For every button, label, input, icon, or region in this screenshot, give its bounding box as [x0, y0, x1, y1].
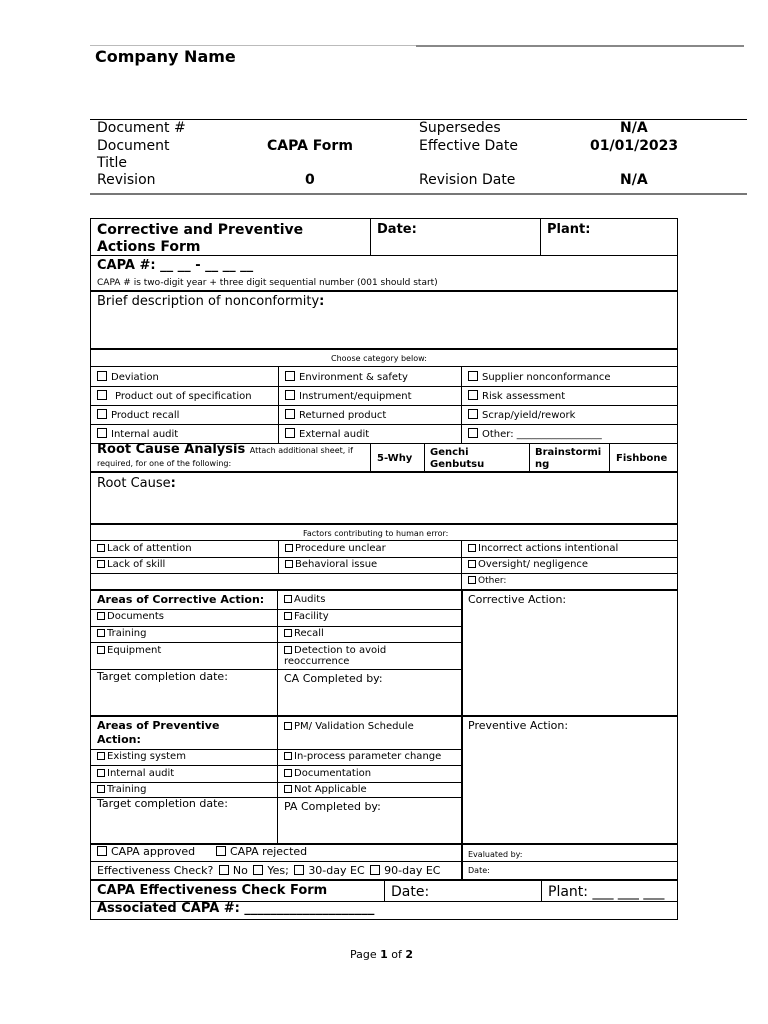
effectiveness-check: Effectiveness Check? No Yes; 30-day EC 90-day EC: [97, 864, 441, 877]
ec-form-title: CAPA Effectiveness Check Form: [97, 883, 328, 898]
factor-lack-of-skill[interactable]: Lack of skill: [97, 559, 165, 571]
category-other[interactable]: Other: _________________: [468, 428, 602, 441]
checkbox-icon[interactable]: [284, 629, 292, 637]
checkbox-icon[interactable]: [97, 612, 105, 620]
supersedes-label: Supersedes: [419, 120, 501, 136]
checkbox-icon[interactable]: [97, 752, 105, 760]
checkbox-icon[interactable]: [97, 646, 105, 654]
supersedes-value: N/A: [620, 120, 648, 136]
ca-facility[interactable]: Facility: [284, 611, 329, 623]
checkbox-icon[interactable]: [468, 428, 478, 438]
checkbox-icon[interactable]: [468, 409, 478, 419]
rca-note: required, for one of the following:: [97, 459, 232, 468]
ec-plant-label[interactable]: Plant: ___ ___ ___: [548, 884, 665, 900]
evaluated-by-label[interactable]: Evaluated by:: [468, 850, 523, 859]
checkbox-icon[interactable]: [284, 785, 292, 793]
ca-equipment[interactable]: Equipment: [97, 645, 161, 657]
rca-method-fishbone[interactable]: Fishbone: [616, 453, 668, 464]
checkbox-icon[interactable]: [285, 428, 295, 438]
checkbox-icon[interactable]: [285, 371, 295, 381]
factor-incorrect-actions[interactable]: Incorrect actions intentional: [468, 543, 618, 555]
checkbox-icon[interactable]: [219, 865, 229, 875]
doc-number-label: Document #: [97, 120, 186, 136]
checkbox-icon[interactable]: [285, 544, 293, 552]
checkbox-icon[interactable]: [468, 576, 476, 584]
category-risk-assessment[interactable]: Risk assessment: [468, 390, 565, 403]
checkbox-icon[interactable]: [468, 371, 478, 381]
revision-label: Revision: [97, 172, 156, 188]
checkbox-icon[interactable]: [284, 595, 292, 603]
factors-title: Factors contributing to human error:: [303, 529, 449, 538]
date-label: Date:: [377, 222, 417, 237]
pa-in-process-parameter[interactable]: In-process parameter change: [284, 751, 441, 763]
ca-recall[interactable]: Recall: [284, 628, 324, 640]
capa-form: [90, 218, 678, 920]
category-returned-product[interactable]: Returned product: [285, 409, 386, 422]
category-deviation[interactable]: Deviation: [97, 371, 159, 384]
revision-date-label: Revision Date: [419, 172, 516, 188]
pa-areas-title-2: Action:: [97, 733, 141, 746]
factor-lack-of-attention[interactable]: Lack of attention: [97, 543, 192, 555]
checkbox-icon[interactable]: [285, 390, 295, 400]
checkbox-icon[interactable]: [468, 390, 478, 400]
category-environment-safety[interactable]: Environment & safety: [285, 371, 408, 384]
pa-training[interactable]: Training: [97, 784, 146, 796]
ca-training[interactable]: Training: [97, 628, 146, 640]
checkbox-icon[interactable]: [284, 646, 292, 654]
checkbox-icon[interactable]: [284, 769, 292, 777]
checkbox-icon[interactable]: [97, 371, 107, 381]
category-supplier-nonconformance[interactable]: Supplier nonconformance: [468, 371, 611, 384]
checkbox-icon[interactable]: [97, 428, 107, 438]
rca-title: Root Cause Analysis Attach additional sheet, if: [97, 442, 353, 457]
checkbox-icon[interactable]: [468, 560, 476, 568]
checkbox-icon[interactable]: [294, 865, 304, 875]
form-title: Corrective and Preventive: [97, 222, 304, 238]
doc-title-label-2: Title: [97, 155, 128, 171]
pa-existing-system[interactable]: Existing system: [97, 751, 186, 763]
checkbox-icon[interactable]: [97, 409, 107, 419]
checkbox-icon[interactable]: [97, 390, 107, 400]
choose-category-label: Choose category below:: [331, 354, 427, 363]
capa-number[interactable]: CAPA #: __ __ - __ __ __: [97, 258, 254, 273]
factor-oversight-negligence[interactable]: Oversight/ negligence: [468, 559, 588, 571]
rca-method-genbutsu[interactable]: Genbutsu: [430, 459, 485, 470]
ca-documents[interactable]: Documents: [97, 611, 164, 623]
pa-internal-audit[interactable]: Internal audit: [97, 768, 174, 780]
factor-procedure-unclear[interactable]: Procedure unclear: [285, 543, 386, 555]
factor-other[interactable]: Other:: [468, 576, 506, 586]
pa-pm-validation[interactable]: PM/ Validation Schedule: [284, 721, 414, 733]
capa-number-note: CAPA # is two-digit year + three digit sequential number (001 should start): [97, 278, 438, 288]
doc-title-label: Document: [97, 138, 170, 154]
corrective-action-label[interactable]: Corrective Action:: [468, 593, 567, 606]
checkbox-icon[interactable]: [216, 846, 226, 856]
checkbox-icon[interactable]: [370, 865, 380, 875]
rca-method-5why[interactable]: 5-Why: [377, 453, 413, 464]
capa-approved[interactable]: CAPA approved: [97, 846, 195, 859]
pa-target-date[interactable]: Target completion date:: [97, 797, 228, 810]
company-name: Company Name: [95, 47, 236, 66]
category-scrap-yield-rework[interactable]: Scrap/yield/rework: [468, 409, 575, 422]
plant-label: Plant:: [547, 222, 591, 237]
ca-detection-2: reoccurrence: [284, 656, 350, 667]
checkbox-icon[interactable]: [468, 544, 476, 552]
category-internal-audit[interactable]: Internal audit: [97, 428, 178, 441]
effective-date-value: 01/01/2023: [590, 138, 679, 154]
ca-areas-title: Areas of Corrective Action:: [97, 593, 265, 606]
category-product-out-of-spec[interactable]: Product out of specification: [97, 390, 252, 403]
checkbox-icon[interactable]: [284, 752, 292, 760]
checkbox-icon[interactable]: [97, 560, 105, 568]
checkbox-icon[interactable]: [97, 785, 105, 793]
checkbox-icon[interactable]: [284, 612, 292, 620]
preventive-action-label[interactable]: Preventive Action:: [468, 719, 569, 732]
rca-method-genchi[interactable]: Genchi: [430, 447, 469, 458]
ca-audits[interactable]: Audits: [284, 594, 325, 606]
checkbox-icon[interactable]: [97, 544, 105, 552]
category-external-audit[interactable]: External audit: [285, 428, 369, 441]
ca-completed-by[interactable]: CA Completed by:: [284, 672, 383, 685]
effective-date-label: Effective Date: [419, 138, 518, 154]
checkbox-icon[interactable]: [97, 846, 107, 856]
rca-method-brainstorming[interactable]: Brainstormi: [535, 447, 602, 458]
brief-description-label[interactable]: Brief description of nonconformity:: [97, 294, 325, 309]
pa-areas-title: Areas of Preventive: [97, 719, 220, 732]
form-title-2: Actions Form: [97, 239, 201, 255]
checkbox-icon[interactable]: [284, 722, 292, 730]
checkbox-icon[interactable]: [97, 769, 105, 777]
pa-documentation[interactable]: Documentation: [284, 768, 371, 780]
doc-title-value: CAPA Form: [267, 138, 353, 154]
checkbox-icon[interactable]: [285, 409, 295, 419]
page-number: Page 1 of 2: [350, 948, 414, 961]
ca-target-date[interactable]: Target completion date:: [97, 670, 228, 683]
ca-detection[interactable]: Detection to avoid: [284, 645, 386, 657]
checkbox-icon[interactable]: [285, 560, 293, 568]
date-small-label[interactable]: Date:: [468, 866, 490, 875]
checkbox-icon[interactable]: [97, 629, 105, 637]
pa-completed-by[interactable]: PA Completed by:: [284, 800, 381, 813]
rca-method-brainstorming-2[interactable]: ng: [535, 459, 550, 470]
factor-behavioral-issue[interactable]: Behavioral issue: [285, 559, 377, 571]
root-cause-label[interactable]: Root Cause:: [97, 476, 176, 491]
category-instrument-equipment[interactable]: Instrument/equipment: [285, 390, 412, 403]
checkbox-icon[interactable]: [253, 865, 263, 875]
revision-value: 0: [305, 172, 315, 188]
category-product-recall[interactable]: Product recall: [97, 409, 179, 422]
revision-date-value: N/A: [620, 172, 648, 188]
associated-capa[interactable]: Associated CAPA #: ____________________: [97, 901, 375, 916]
capa-rejected[interactable]: CAPA rejected: [216, 846, 307, 859]
pa-not-applicable[interactable]: Not Applicable: [284, 784, 367, 796]
ec-date-label[interactable]: Date:: [391, 884, 430, 900]
